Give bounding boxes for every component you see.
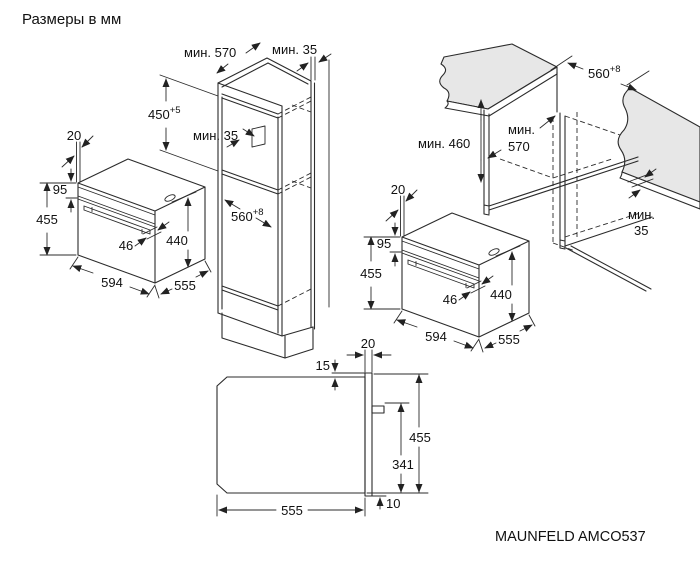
dim-uc-niche-width-base: 560	[588, 66, 610, 81]
dim-label-sv-depth: 555	[281, 503, 303, 518]
dim-label-door-offset: 20	[390, 182, 406, 197]
dim-sv-top-clearance	[316, 358, 365, 390]
oven-body-outline	[217, 377, 365, 493]
left-side-panel	[484, 110, 489, 215]
door-handle	[372, 406, 384, 413]
dim-niche-width	[225, 200, 271, 227]
dim-rear-gap-min	[272, 42, 331, 80]
dim-niche-height	[148, 75, 218, 171]
dim-sv-depth	[217, 495, 365, 518]
dim-label-handle-depth: 46	[442, 292, 458, 307]
left-oven-isometric	[36, 128, 211, 298]
worktop	[440, 44, 557, 109]
dim-sv-handle-to-bottom	[385, 403, 414, 492]
under-counter-niche	[418, 44, 700, 291]
dim-uc-niche-width-sup: +8	[609, 64, 621, 75]
dim-label-sv-top-clearance: 15	[315, 358, 330, 373]
dim-label-niche-height	[148, 105, 181, 122]
dim-label-niche-width	[231, 207, 264, 224]
dim-label-body-height: 440	[166, 233, 188, 248]
dim-door-offset	[62, 128, 93, 182]
dim-label-panel-height: 95	[52, 182, 68, 197]
dim-panel-height	[53, 169, 77, 212]
dim-label-oven-width: 594	[425, 329, 447, 344]
dim-label-oven-height: 455	[36, 212, 58, 227]
dim-label-panel-height: 95	[376, 236, 392, 251]
dim-label-uc-depth-word: мин.	[508, 122, 535, 137]
dim-label-oven-height: 455	[360, 266, 382, 281]
dim-uc-niche-width	[551, 56, 649, 90]
dim-label-uc-gap-value: 35	[634, 223, 649, 238]
right-oven-isometric	[360, 182, 535, 352]
dim-niche-height-sup: +5	[169, 105, 181, 116]
dim-panel-height	[377, 223, 401, 266]
dim-door-offset	[386, 182, 417, 236]
dim-label-sv-door-thickness: 20	[360, 336, 376, 351]
product-label: MAUNFELD AMCO537	[495, 529, 646, 545]
vent-recess	[252, 126, 265, 147]
dim-handle-depth	[443, 276, 493, 307]
dim-label-sv-bottom-clearance: 10	[386, 496, 401, 511]
dim-oven-width	[394, 311, 479, 351]
right-divider-panel	[557, 72, 565, 249]
page-title: Размеры в мм	[22, 11, 122, 28]
dim-label-sv-handle-to-bottom: 341	[392, 457, 414, 472]
dim-label-body-height: 440	[490, 287, 512, 302]
dim-niche-width-base: 560	[231, 209, 253, 224]
dim-handle-depth	[119, 222, 169, 253]
dim-sv-height	[367, 374, 431, 493]
dim-vent-gap-min	[193, 128, 254, 147]
dim-label-uc-clearance: мин. 460	[418, 136, 471, 151]
dim-label-oven-depth: 555	[498, 332, 520, 347]
dim-label-sv-height: 455	[409, 430, 431, 445]
dim-label-oven-width: 594	[101, 275, 123, 290]
dim-cabinet-depth-min	[184, 43, 260, 73]
dim-label-cabinet-depth-min: мин. 570	[184, 45, 237, 60]
dim-sv-door-thickness	[347, 336, 391, 372]
dim-sv-bottom-clearance	[372, 496, 400, 511]
dim-oven-width	[70, 257, 155, 297]
dim-label-oven-depth: 555	[174, 278, 196, 293]
dim-label-uc-gap-word: мин.	[628, 207, 655, 222]
oven-side-section	[217, 336, 431, 518]
dim-niche-height-base: 450	[148, 107, 170, 122]
dim-label-handle-depth: 46	[118, 238, 134, 253]
dim-label-door-offset: 20	[66, 128, 82, 143]
dim-uc-depth-min	[488, 116, 555, 158]
oven-door	[365, 373, 372, 496]
tall-cabinet-isometric	[148, 42, 331, 358]
dim-label-uc-niche-width	[588, 64, 621, 81]
dim-label-uc-depth-value: 570	[508, 139, 530, 154]
dim-niche-width-sup: +8	[252, 207, 264, 218]
dim-label-vent-gap-min: мин. 35	[193, 128, 239, 143]
dim-label-rear-gap-min: мин. 35	[272, 42, 318, 57]
